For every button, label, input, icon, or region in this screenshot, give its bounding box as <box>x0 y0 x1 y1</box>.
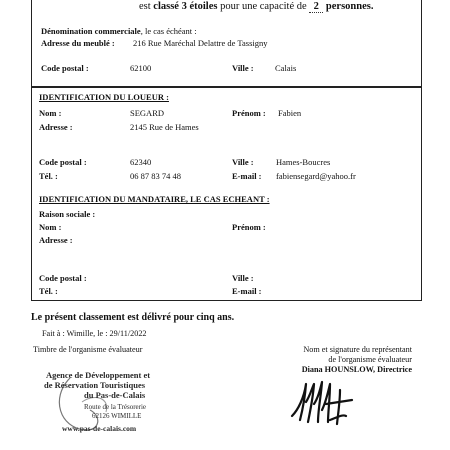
agency-stamp <box>40 368 190 446</box>
mandataire-tel-label: Tél. : <box>39 286 58 296</box>
signature-caption-1: Nom et signature du représentant <box>303 345 412 354</box>
loueur-prenom-label: Prénom : <box>232 108 266 118</box>
mandataire-cp-label: Code postal : <box>39 273 87 283</box>
loueur-ville-label: Ville : <box>232 157 254 167</box>
meuble-adresse-label: Adresse du meublé : <box>41 38 115 48</box>
stamp-line-1: Agence de Développement et <box>46 370 151 380</box>
loueur-tel-value: 06 87 83 74 48 <box>130 171 181 181</box>
loueur-cp-value: 62340 <box>130 157 152 167</box>
timbre-label: Timbre de l'organisme évaluateur <box>33 345 143 354</box>
stamp-line-5: 62126 WIMILLE <box>92 412 142 420</box>
header-post: personnes. <box>323 1 374 12</box>
header-mid: pour une capacité de <box>217 1 310 12</box>
mandataire-email-label: E-mail : <box>232 286 262 296</box>
stamp-line-6: www.pas-de-calais.com <box>62 424 137 433</box>
signature-caption-2: de l'organisme évaluateur <box>328 355 412 364</box>
loueur-cp-label: Code postal : <box>39 157 87 167</box>
loueur-nom-label: Nom : <box>39 108 62 118</box>
denomination-label: Dénomination commerciale <box>41 26 141 36</box>
loueur-prenom-value: Fabien <box>278 108 302 118</box>
handwritten-signature <box>288 380 368 430</box>
loueur-email-label: E-mail : <box>232 171 262 181</box>
header-capacity: 2 <box>309 1 323 13</box>
classement-header <box>139 1 373 13</box>
loueur-ville-value: Hames-Boucres <box>276 157 331 167</box>
meuble-ville-label: Ville : <box>232 63 254 73</box>
mandataire-ville-label: Ville : <box>232 273 254 283</box>
denomination-row <box>41 26 197 36</box>
mandataire-raison-label: Raison sociale : <box>39 209 96 219</box>
mandataire-nom-label: Nom : <box>39 222 62 232</box>
loueur-email-value: fabiensegard@yahoo.fr <box>276 171 356 181</box>
stamp-line-4: Route de la Trésorerie <box>84 403 147 411</box>
mandataire-prenom-label: Prénom : <box>232 222 266 232</box>
mandataire-adresse-label: Adresse : <box>39 235 73 245</box>
header-classe: classé 3 étoiles <box>153 1 218 12</box>
loueur-section-title: IDENTIFICATION DU LOUEUR : <box>39 92 169 102</box>
loueur-tel-label: Tél. : <box>39 171 58 181</box>
stamp-line-2: de Réservation Touristiques <box>44 380 146 390</box>
meuble-cp-label: Code postal : <box>41 63 89 73</box>
meuble-cp-value: 62100 <box>130 63 152 73</box>
loueur-adresse-label: Adresse : <box>39 122 73 132</box>
mandataire-section-title: IDENTIFICATION DU MANDATAIRE, LE CAS ECHEANT : <box>39 194 270 204</box>
denomination-suffix: , le cas échéant : <box>140 26 197 36</box>
validity-statement: Le présent classement est délivré pour cinq ans. <box>31 312 235 323</box>
meuble-adresse-value: 216 Rue Maréchal Delattre de Tassigny <box>133 38 268 48</box>
meuble-ville-value: Calais <box>275 63 297 73</box>
loueur-adresse-value: 2145 Rue de Hames <box>130 122 199 132</box>
loueur-nom-value: SEGARD <box>130 108 165 118</box>
signatory-name: Diana HOUNSLOW, Directrice <box>301 365 412 374</box>
stamp-line-3: du Pas-de-Calais <box>84 390 146 400</box>
fait-a-line: Fait à : Wimille, le : 29/11/2022 <box>42 329 147 338</box>
header-pre: est <box>139 1 154 12</box>
